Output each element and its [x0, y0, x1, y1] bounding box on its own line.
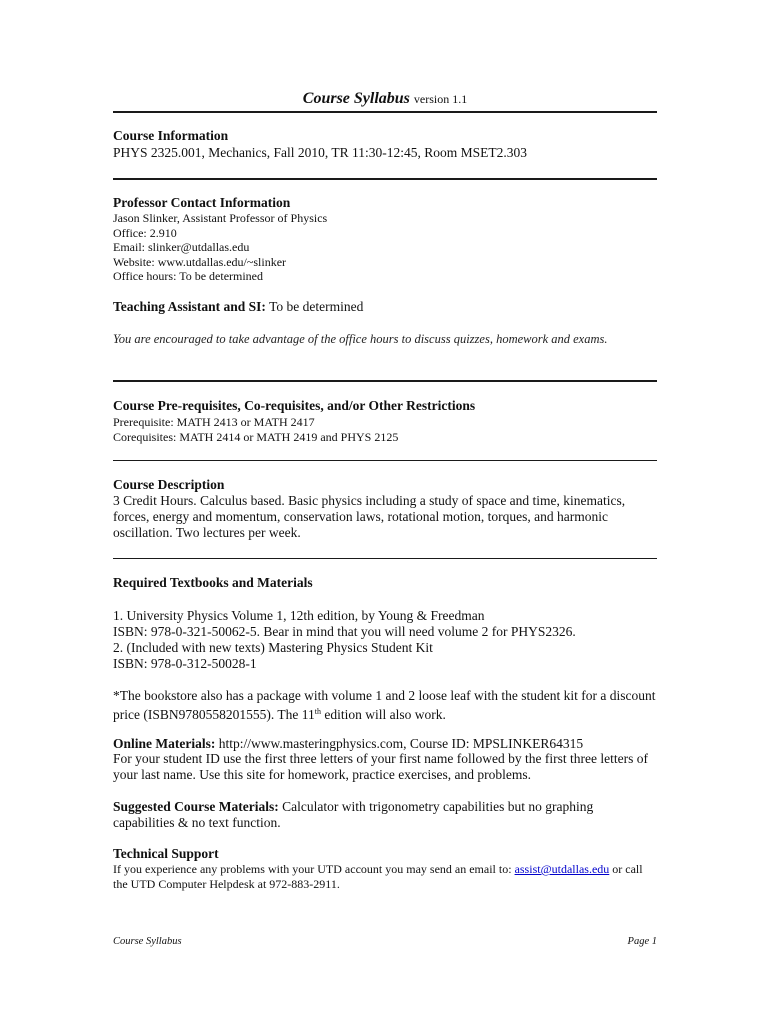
suggested-materials: [113, 799, 657, 831]
professor-office-hours: Office hours: To be determined: [113, 269, 264, 283]
textbook-item: 1. University Physics Volume 1, 12th edition, by Young & Freedman: [113, 608, 485, 623]
support-email-link[interactable]: assist@utdallas.edu: [514, 862, 610, 876]
online-materials-value: http://www.masteringphysics.com, Course ID: MPSLINKER64315: [215, 736, 584, 751]
textbooks-list: [113, 608, 576, 672]
corequisite-line: Corequisites: MATH 2414 or MATH 2419 and PHYS 2125: [113, 429, 399, 444]
textbook-isbn: ISBN: 978-0-321-50062-5. Bear in mind that you will need volume 2 for PHYS2326.: [113, 624, 576, 639]
bookstore-note: *The bookstore also has a package with volume 1 and 2 loose leaf with the student kit for a discount price (ISBN9780558201555). The 11th edition will also work.: [113, 688, 656, 722]
textbook-isbn: ISBN: 978-0-312-50028-1: [113, 656, 257, 671]
textbooks-heading: Required Textbooks and Materials: [113, 575, 313, 590]
professor-office: Office: 2.910: [113, 225, 177, 240]
divider: [113, 380, 657, 382]
online-materials-text: For your student ID use the first three letters of your first name followed by the first three letters of your last name. Use this site for homework, practice exercises, and problems.: [113, 751, 648, 782]
course-info-text: PHYS 2325.001, Mechanics, Fall 2010, TR 11:30-12:45, Room MSET2.303: [113, 145, 528, 160]
professor-details: [113, 211, 327, 284]
support-text: If you experience any problems with your UTD account you may send an email to: assist@utdallas.edu or call the UTD Computer Helpdesk at 972-883-2911.: [113, 862, 643, 891]
divider: [113, 558, 657, 559]
divider: [113, 111, 657, 113]
page-number: Page 1: [627, 936, 657, 947]
office-hours-note: You are encouraged to take advantage of the office hours to discuss quizzes, homework and exams.: [113, 332, 608, 346]
divider: [113, 178, 657, 180]
course-info-heading: Course Information: [113, 128, 229, 143]
prereq-list: [113, 415, 398, 444]
suggested-materials-value: Calculator with trigonometry capabilities but no graphing capabilities & no text function.: [113, 799, 594, 830]
support-heading: Technical Support: [113, 846, 219, 861]
prereq-heading: Course Pre-requisites, Co-requisites, and/or Other Restrictions: [113, 398, 476, 413]
online-materials-line: [113, 736, 583, 752]
description-text: 3 Credit Hours. Calculus based. Basic physics including a study of space and time, kinematics, forces, energy and momentum, conservation laws, rotational motion, torques, and harmonic oscillation. Two lectures per week.: [113, 493, 626, 540]
professor-heading: Professor Contact Information: [113, 195, 291, 210]
professor-email: Email: slinker@utdallas.edu: [113, 240, 250, 254]
suggested-materials-label: Suggested Course Materials:: [113, 799, 279, 814]
footer-left: Course Syllabus: [113, 936, 182, 947]
ta-line: [113, 299, 363, 315]
professor-website: Website: www.utdallas.edu/~slinker: [113, 254, 287, 269]
online-materials-label: Online Materials:: [113, 736, 216, 751]
prerequisite-line: Prerequisite: MATH 2413 or MATH 2417: [113, 415, 315, 429]
professor-name: Jason Slinker, Assistant Professor of Physics: [113, 211, 328, 225]
page-title: Course Syllabus: [302, 90, 410, 107]
ta-value: To be determined: [265, 299, 364, 314]
divider: [113, 460, 657, 461]
description-heading: Course Description: [113, 477, 225, 492]
title-line: [113, 90, 657, 108]
version-label: version 1.1: [413, 92, 468, 106]
textbook-item: 2. (Included with new texts) Mastering Physics Student Kit: [113, 640, 433, 655]
ta-label: Teaching Assistant and SI:: [113, 299, 266, 314]
